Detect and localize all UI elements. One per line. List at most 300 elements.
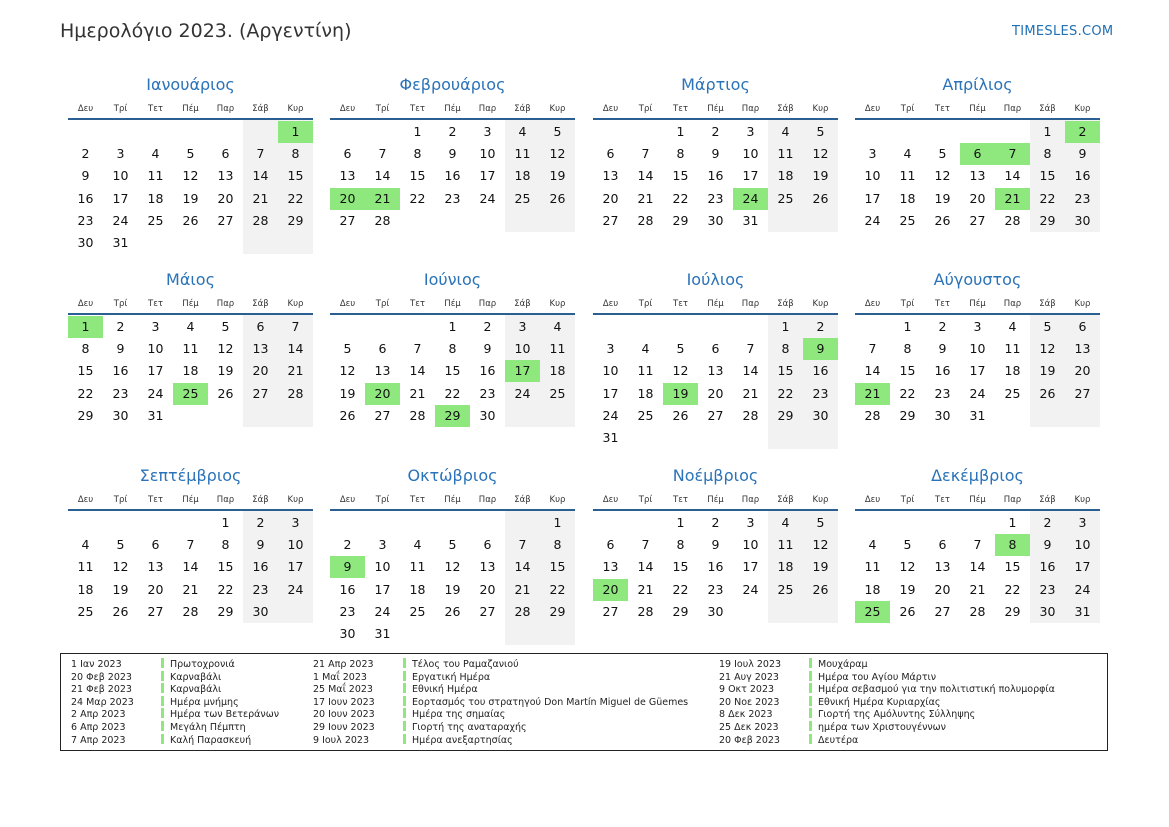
legend-marker: [403, 734, 406, 744]
day-cell: 2: [1043, 515, 1052, 530]
month-title: Οκτώβριος: [407, 466, 498, 485]
legend-marker: [161, 671, 164, 681]
day-cell: 12: [899, 559, 916, 575]
day-cell: 28: [514, 603, 531, 619]
day-cell: 25: [409, 603, 426, 619]
weekday-header: Πέμ: [707, 495, 724, 505]
legend-name: Μουχάραμ: [818, 659, 868, 670]
day-cell: 23: [77, 212, 94, 228]
weekday-header: Δευ: [339, 299, 356, 309]
day-cell: 31: [969, 407, 986, 423]
day-cell: 9: [483, 341, 492, 357]
weekday-header: Κυρ: [1074, 104, 1091, 114]
legend-marker: [809, 721, 812, 731]
weekday-header: Κυρ: [812, 495, 829, 505]
month-block: [593, 270, 838, 460]
holiday-day-cell: 21: [995, 188, 1030, 210]
legend-marker: [809, 671, 812, 681]
weekday-header: Τρί: [638, 299, 653, 309]
day-cell: 26: [112, 603, 129, 619]
day-cell: 15: [77, 363, 94, 379]
legend-name: Ημέρα του Αγίου Μάρτιν: [818, 671, 937, 683]
legend-name: Ημέρα των Βετεράνων: [170, 709, 280, 721]
day-cell: 7: [186, 537, 195, 553]
day-cell: 16: [339, 581, 356, 597]
day-cell: 21: [287, 363, 304, 379]
day-cell: 29: [287, 212, 304, 228]
day-cell: 16: [812, 363, 829, 379]
day-cell: 18: [899, 190, 916, 206]
legend-item: [71, 671, 279, 684]
month-block: [68, 75, 313, 265]
holiday-day-cell: 1: [278, 121, 313, 143]
day-cell: 11: [899, 168, 916, 184]
month-title: Φεβρουάριος: [399, 75, 506, 94]
day-cell: 19: [339, 385, 356, 401]
legend-date: 20 Ιουν 2023: [313, 709, 375, 721]
day-cell: 7: [973, 537, 982, 553]
day-cell: 29: [1004, 603, 1021, 619]
day-cell: 7: [641, 537, 650, 553]
day-cell: 13: [252, 341, 269, 357]
day-cell: 6: [938, 537, 947, 553]
weekday-header: Τετ: [148, 104, 163, 114]
day-cell: 2: [816, 319, 825, 334]
day-cell: 23: [707, 581, 724, 597]
day-cell: 4: [518, 124, 527, 139]
legend-item: [313, 708, 688, 721]
legend-column: [313, 658, 688, 746]
day-cell: 31: [602, 430, 619, 445]
site-link[interactable]: TIMESLES.COM: [1012, 24, 1114, 39]
legend-marker: [809, 734, 812, 744]
day-cell: 17: [742, 559, 759, 575]
day-cell: 17: [602, 385, 619, 401]
legend-date: 20 Φεβ 2023: [719, 734, 780, 746]
weekday-header: Δευ: [77, 495, 94, 505]
legend-marker: [403, 721, 406, 731]
day-cell: 22: [549, 581, 566, 597]
day-cell: 25: [77, 603, 94, 619]
day-cell: 24: [742, 581, 759, 597]
legend-date: 25 Μαΐ 2023: [313, 684, 373, 696]
day-cell: 22: [217, 581, 234, 597]
weekday-header: Σάβ: [252, 495, 269, 505]
day-cell: 9: [448, 146, 457, 162]
weekday-header: Κυρ: [287, 299, 304, 309]
day-cell: 4: [186, 319, 195, 334]
weekday-header: Πέμ: [707, 104, 724, 114]
legend-item: [313, 721, 688, 734]
legend-item: [313, 671, 688, 684]
day-cell: 4: [641, 341, 650, 357]
day-cell: 10: [147, 341, 164, 357]
legend-name: Ημέρα της σημαίας: [412, 709, 506, 721]
day-cell: 27: [339, 212, 356, 228]
day-cell: 5: [448, 537, 457, 553]
header-rule: [855, 118, 1100, 120]
day-cell: 4: [903, 146, 912, 162]
legend-date: 8 Δεκ 2023: [719, 709, 773, 721]
day-cell: 9: [711, 537, 720, 553]
day-cell: 11: [182, 341, 199, 357]
weekday-header: Πέμ: [182, 299, 199, 309]
day-cell: 28: [252, 212, 269, 228]
day-cell: 15: [672, 559, 689, 575]
day-cell: 14: [637, 168, 654, 184]
day-cell: 20: [479, 581, 496, 597]
day-cell: 13: [707, 363, 724, 379]
day-cell: 6: [151, 537, 160, 553]
day-cell: 14: [252, 168, 269, 184]
weekday-header: Τρί: [113, 104, 128, 114]
month-block: [855, 75, 1100, 265]
day-cell: 25: [777, 581, 794, 597]
legend-column: [719, 658, 1055, 746]
month-block: [593, 75, 838, 265]
weekday-header: Σάβ: [252, 104, 269, 114]
weekday-header: Τετ: [935, 299, 950, 309]
legend-name: Ημέρα σεβασμού για την πολιτιστική πολυμορφία: [818, 684, 1055, 696]
day-cell: 22: [1004, 581, 1021, 597]
header-rule: [855, 313, 1100, 315]
legend-date: 25 Δεκ 2023: [719, 721, 779, 733]
legend-date: 1 Ιαν 2023: [71, 659, 122, 670]
day-cell: 25: [899, 212, 916, 228]
day-cell: 11: [77, 559, 94, 575]
day-cell: 11: [409, 559, 426, 575]
weekday-header: Παρ: [1003, 299, 1022, 309]
day-cell: 3: [518, 319, 527, 334]
day-cell: 4: [868, 537, 877, 553]
legend-date: 7 Απρ 2023: [71, 734, 126, 746]
day-cell: 15: [444, 363, 461, 379]
legend-name: Εθνική Ημέρα: [412, 684, 478, 696]
day-cell: 8: [781, 341, 790, 357]
page-title: Ημερολόγιο 2023. (Αργεντίνη): [60, 20, 352, 42]
day-cell: 28: [374, 212, 391, 228]
weekday-header: Δευ: [339, 104, 356, 114]
legend-item: [313, 658, 688, 671]
weekday-header: Κυρ: [287, 495, 304, 505]
weekday-header: Σάβ: [777, 299, 794, 309]
weekday-header: Σάβ: [252, 299, 269, 309]
day-cell: 17: [147, 363, 164, 379]
day-cell: 18: [637, 385, 654, 401]
day-cell: 14: [182, 559, 199, 575]
day-cell: 12: [934, 168, 951, 184]
day-cell: 8: [291, 146, 300, 162]
day-cell: 26: [1039, 385, 1056, 401]
weekday-header: Πέμ: [444, 495, 461, 505]
holiday-day-cell: 29: [435, 405, 470, 427]
day-cell: 2: [711, 124, 720, 139]
weekday-header: Παρ: [478, 299, 497, 309]
legend-item: [71, 721, 279, 734]
legend-name: Εργατική Ημέρα: [412, 671, 491, 683]
month-block: [855, 270, 1100, 460]
day-cell: 27: [252, 385, 269, 401]
month-title: Δεκέμβριος: [931, 466, 1024, 485]
weekday-header: Πέμ: [707, 299, 724, 309]
legend-item: [313, 696, 688, 709]
day-cell: 16: [479, 363, 496, 379]
legend-item: [71, 734, 279, 747]
day-cell: 1: [553, 515, 562, 530]
day-cell: 5: [816, 515, 825, 530]
day-cell: 27: [147, 603, 164, 619]
day-cell: 10: [287, 537, 304, 553]
day-cell: 3: [868, 146, 877, 162]
day-cell: 22: [672, 581, 689, 597]
day-cell: 31: [147, 407, 164, 423]
day-cell: 22: [77, 385, 94, 401]
day-cell: 10: [514, 341, 531, 357]
day-cell: 28: [969, 603, 986, 619]
day-cell: 9: [1043, 537, 1052, 553]
day-cell: 19: [549, 168, 566, 184]
holiday-day-cell: 25: [855, 601, 890, 623]
day-cell: 22: [672, 190, 689, 206]
day-cell: 12: [812, 146, 829, 162]
day-cell: 2: [483, 319, 492, 334]
day-cell: 9: [1078, 146, 1087, 162]
weekday-header: Παρ: [216, 495, 235, 505]
day-cell: 8: [676, 146, 685, 162]
day-cell: 14: [637, 559, 654, 575]
day-cell: 16: [1074, 168, 1091, 184]
weekday-header: Πέμ: [444, 299, 461, 309]
weekday-header: Τρί: [113, 299, 128, 309]
day-cell: 1: [413, 124, 422, 139]
day-cell: 26: [812, 190, 829, 206]
day-cell: 9: [256, 537, 265, 553]
legend-date: 17 Ιουν 2023: [313, 696, 375, 708]
weekday-header: Τετ: [935, 495, 950, 505]
day-cell: 4: [553, 319, 562, 334]
legend-marker: [161, 708, 164, 718]
day-cell: 3: [1078, 515, 1087, 530]
day-cell: 16: [112, 363, 129, 379]
day-cell: 26: [182, 212, 199, 228]
day-cell: 20: [147, 581, 164, 597]
weekday-header: Πέμ: [969, 495, 986, 505]
day-cell: 22: [409, 190, 426, 206]
weekday-header: Κυρ: [812, 104, 829, 114]
day-cell: 28: [287, 385, 304, 401]
legend-item: [71, 658, 279, 671]
day-cell: 17: [742, 168, 759, 184]
day-cell: 24: [374, 603, 391, 619]
legend-marker: [809, 696, 812, 706]
day-cell: 24: [514, 385, 531, 401]
weekday-header: Δευ: [77, 104, 94, 114]
day-cell: 13: [969, 168, 986, 184]
day-cell: 28: [742, 407, 759, 423]
month-title: Ιούνιος: [423, 270, 482, 289]
day-cell: 19: [812, 559, 829, 575]
day-cell: 29: [672, 603, 689, 619]
legend-item: [313, 683, 688, 696]
day-cell: 29: [899, 407, 916, 423]
day-cell: 19: [934, 190, 951, 206]
day-cell: 9: [711, 146, 720, 162]
day-cell: 24: [287, 581, 304, 597]
month-block: [855, 466, 1100, 656]
holiday-day-cell: 21: [855, 383, 890, 405]
legend-name: Καρναβάλι: [170, 671, 222, 683]
holiday-day-cell: 6: [960, 143, 995, 165]
day-cell: 28: [182, 603, 199, 619]
weekday-header: Σάβ: [777, 495, 794, 505]
day-cell: 17: [1074, 559, 1091, 575]
day-cell: 13: [147, 559, 164, 575]
day-cell: 15: [672, 168, 689, 184]
day-cell: 26: [934, 212, 951, 228]
day-cell: 23: [479, 385, 496, 401]
holiday-day-cell: 8: [995, 534, 1030, 556]
day-cell: 21: [252, 190, 269, 206]
holiday-day-cell: 1: [68, 316, 103, 338]
weekday-header: Τετ: [148, 299, 163, 309]
weekday-header: Τετ: [410, 104, 425, 114]
day-cell: 21: [182, 581, 199, 597]
day-cell: 22: [1039, 190, 1056, 206]
day-cell: 1: [1043, 124, 1052, 139]
header-rule: [330, 313, 575, 315]
weekday-header: Τρί: [113, 495, 128, 505]
day-cell: 26: [672, 407, 689, 423]
legend-item: [719, 658, 1055, 671]
day-cell: 13: [602, 168, 619, 184]
day-cell: 30: [934, 407, 951, 423]
day-cell: 11: [777, 537, 794, 553]
day-cell: 4: [1008, 319, 1017, 334]
day-cell: 6: [483, 537, 492, 553]
day-cell: 14: [287, 341, 304, 357]
weekday-header: Παρ: [478, 495, 497, 505]
day-cell: 23: [707, 190, 724, 206]
weekday-header: Τετ: [410, 299, 425, 309]
weekday-header: Πέμ: [182, 104, 199, 114]
day-cell: 2: [116, 319, 125, 334]
day-cell: 28: [409, 407, 426, 423]
day-cell: 30: [707, 603, 724, 619]
day-cell: 25: [1004, 385, 1021, 401]
day-cell: 20: [707, 385, 724, 401]
header-rule: [68, 118, 313, 120]
legend-name: Ημέρα ανεξαρτησίας: [412, 734, 513, 746]
legend-marker: [161, 721, 164, 731]
weekday-header: Δευ: [602, 104, 619, 114]
day-cell: 23: [112, 385, 129, 401]
day-cell: 12: [1039, 341, 1056, 357]
weekday-header: Πέμ: [444, 104, 461, 114]
month-block: [330, 270, 575, 460]
day-cell: 19: [1039, 363, 1056, 379]
legend-date: 19 Ιουλ 2023: [719, 659, 782, 670]
legend-date: 21 Απρ 2023: [313, 659, 374, 670]
day-cell: 5: [116, 537, 125, 553]
day-cell: 16: [707, 168, 724, 184]
day-cell: 18: [182, 363, 199, 379]
day-cell: 27: [934, 603, 951, 619]
weekday-header: Κυρ: [549, 299, 566, 309]
legend-name: Δευτέρα: [818, 734, 859, 746]
day-cell: 27: [969, 212, 986, 228]
day-cell: 21: [637, 581, 654, 597]
legend-item: [719, 708, 1055, 721]
day-cell: 8: [221, 537, 230, 553]
day-cell: 16: [934, 363, 951, 379]
day-cell: 29: [1039, 212, 1056, 228]
legend-date: 29 Ιουν 2023: [313, 721, 375, 733]
day-cell: 15: [217, 559, 234, 575]
weekday-header: Σάβ: [1039, 495, 1056, 505]
holiday-day-cell: 20: [330, 188, 365, 210]
day-cell: 14: [969, 559, 986, 575]
month-title: Απρίλιος: [942, 75, 1013, 94]
holiday-day-cell: 20: [593, 579, 628, 601]
day-cell: 21: [969, 581, 986, 597]
day-cell: 29: [77, 407, 94, 423]
holiday-day-cell: 25: [173, 383, 208, 405]
day-cell: 9: [81, 168, 90, 184]
header-rule: [855, 509, 1100, 511]
weekday-header: Τρί: [638, 104, 653, 114]
day-cell: 10: [479, 146, 496, 162]
day-cell: 5: [1043, 319, 1052, 334]
day-cell: 14: [742, 363, 759, 379]
legend-name: Ημέρα μνήμης: [170, 696, 239, 708]
weekday-header: Κυρ: [812, 299, 829, 309]
day-cell: 3: [378, 537, 387, 553]
weekday-header: Τετ: [673, 495, 688, 505]
day-cell: 31: [742, 212, 759, 228]
weekday-header: Κυρ: [549, 495, 566, 505]
weekday-header: Πέμ: [969, 299, 986, 309]
legend-name: Καρναβάλι: [170, 684, 222, 696]
legend-marker: [403, 658, 406, 668]
day-cell: 6: [606, 537, 615, 553]
legend-name: Πρωτοχρονιά: [170, 659, 235, 670]
day-cell: 2: [343, 537, 352, 553]
legend-column: [71, 658, 279, 746]
day-cell: 29: [217, 603, 234, 619]
day-cell: 30: [707, 212, 724, 228]
day-cell: 29: [672, 212, 689, 228]
day-cell: 24: [479, 190, 496, 206]
holiday-day-cell: 9: [330, 556, 365, 578]
day-cell: 11: [637, 363, 654, 379]
holiday-day-cell: 17: [505, 360, 540, 382]
legend-name: Γιορτή της αναταραχής: [412, 721, 527, 733]
day-cell: 23: [1039, 581, 1056, 597]
day-cell: 23: [1074, 190, 1091, 206]
weekday-header: Σάβ: [514, 299, 531, 309]
day-cell: 12: [112, 559, 129, 575]
weekday-header: Τρί: [900, 495, 915, 505]
day-cell: 28: [1004, 212, 1021, 228]
day-cell: 7: [378, 146, 387, 162]
day-cell: 17: [374, 581, 391, 597]
day-cell: 18: [777, 559, 794, 575]
weekday-header: Κυρ: [1074, 495, 1091, 505]
day-cell: 16: [707, 559, 724, 575]
day-cell: 19: [812, 168, 829, 184]
day-cell: 24: [147, 385, 164, 401]
legend-item: [71, 683, 279, 696]
